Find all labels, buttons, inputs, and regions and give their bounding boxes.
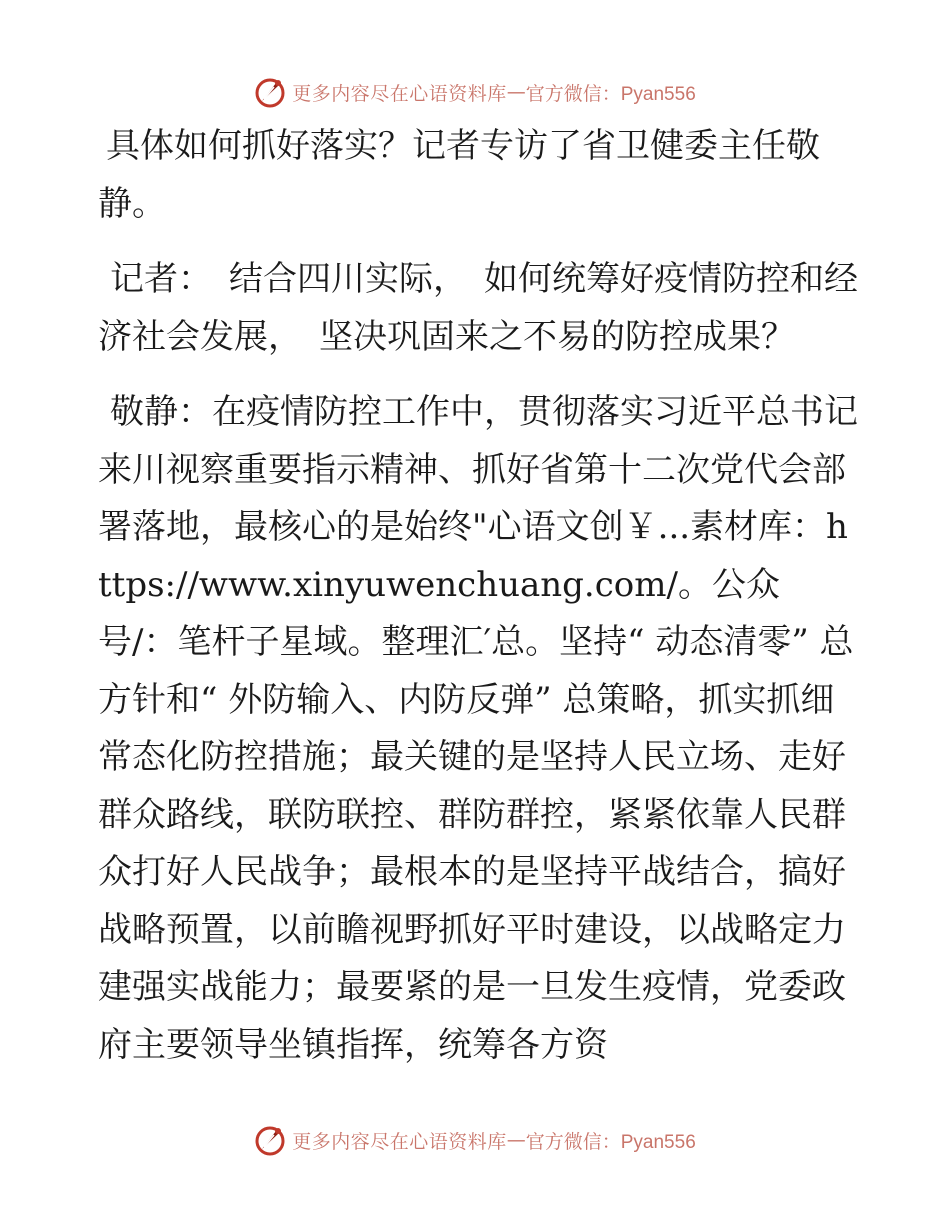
paragraph-question: 记者： 结合四川实际， 如何统筹好疫情防控和经济社会发展， 坚决巩固来之不易的防控成果？ [98, 259, 858, 357]
paragraph-answer: 敬静：在疫情防控工作中，贯彻落实习近平总书记来川视察重要指示精神、抓好省第十二次党代会部署落地，最核心的是始终"心语文创￥...素材库：https://www.xinyuwenchuang.com/。公众号/：笔杆子星域。整理汇′总。坚持“ 动态清零” 总方针和“ 外防输入、内防反弹” 总策略，抓实抓细常态化防控措施；最关键的是坚持人民立场、走好群众路线，联防联控、群防群控，紧紧依靠人民群众打好人民战争；最根本的是坚持平战结合，搞好战略预置，以前瞻视野抓好平时建设，以战略定力建强实战能力；最要紧的是一旦发生疫情，党委政府主要领导坐镇指挥，统筹各方资 [98, 392, 858, 1065]
quill-logo-icon [254, 75, 288, 109]
banner-separator: — [506, 81, 526, 103]
header-banner [0, 72, 950, 112]
banner-wechat: 官方微信：Pyan556 [525, 1131, 696, 1153]
article-body [98, 118, 858, 1092]
banner-title: 更多内容尽在心语资料库 [292, 1130, 507, 1153]
banner-separator: — [506, 1129, 526, 1151]
footer-banner [0, 1120, 950, 1160]
paragraph-intro: 具体如何抓好落实？记者专访了省卫健委主任敬静。 [98, 126, 820, 224]
banner-wechat: 官方微信：Pyan556 [525, 83, 696, 105]
banner-title: 更多内容尽在心语资料库 [292, 82, 507, 105]
quill-logo-icon [254, 1123, 288, 1157]
